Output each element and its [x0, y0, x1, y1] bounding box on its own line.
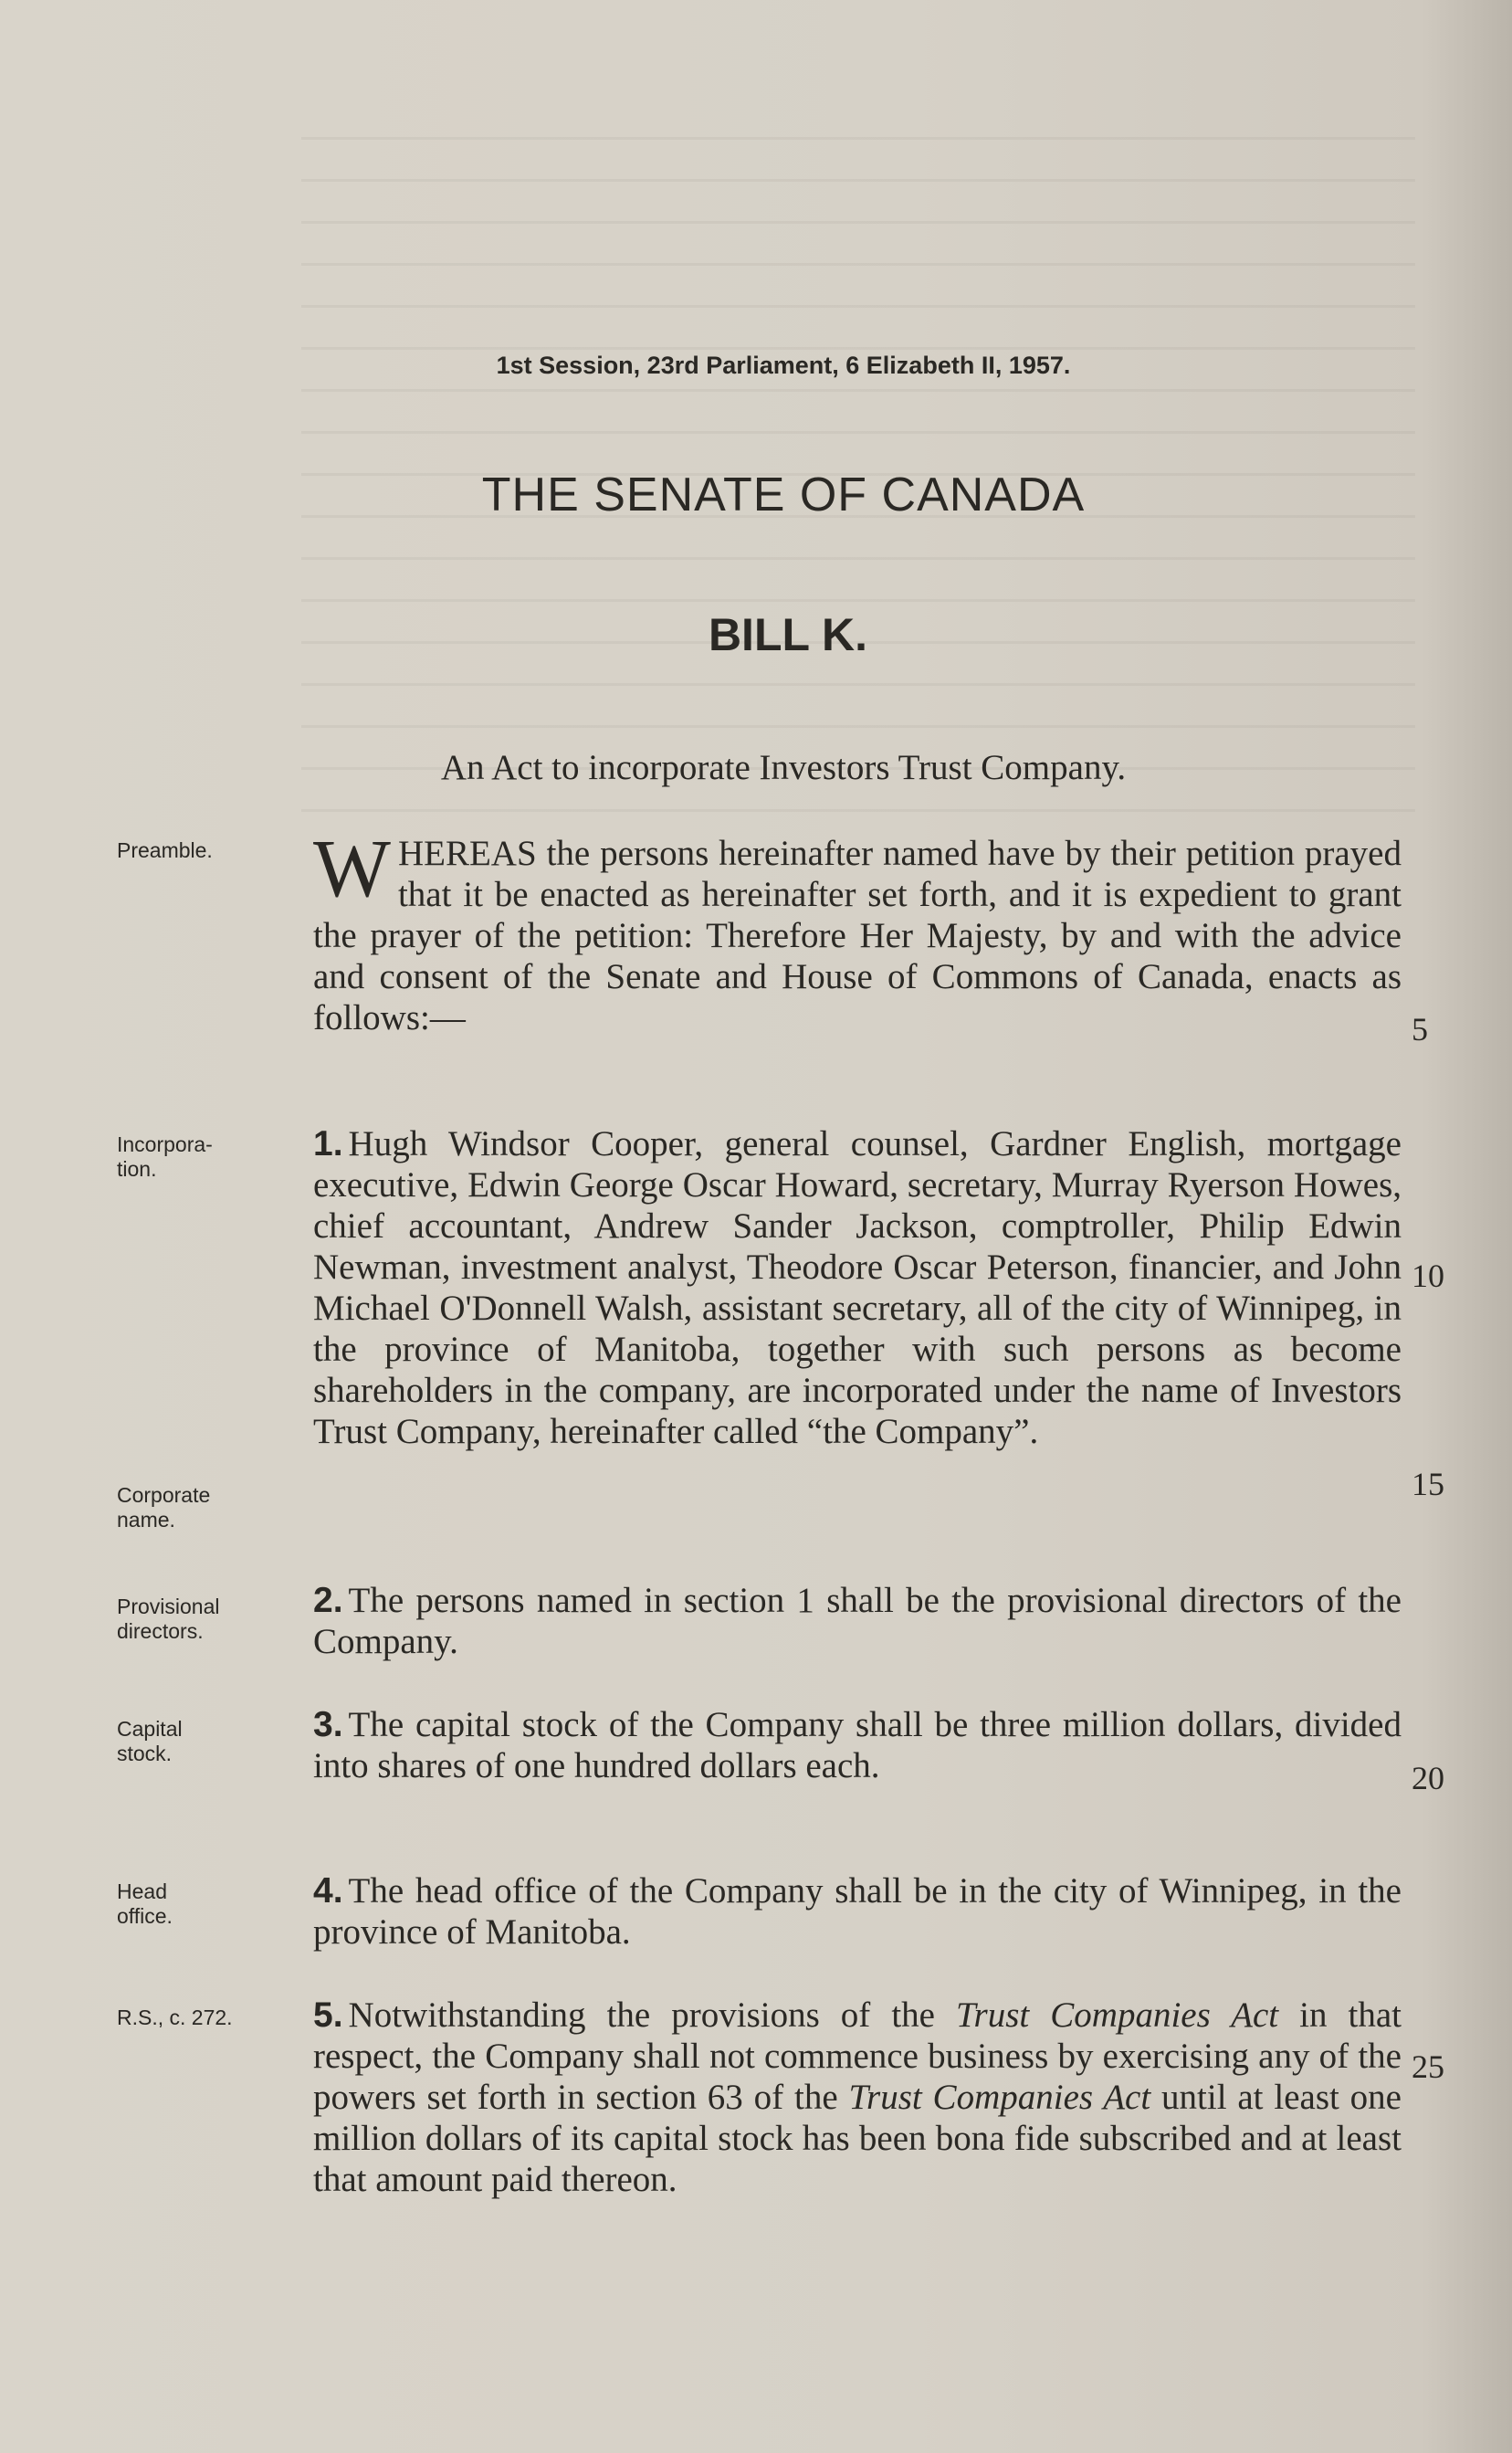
house-title: THE SENATE OF CANADA — [481, 468, 1086, 521]
section-text: The head office of the Company shall be in the city of Winnipeg, in the province of Manitoba. — [313, 1871, 1402, 1952]
bill-title: BILL K. — [708, 609, 868, 660]
preamble-text: HEREAS the persons hereinafter named have by their petition prayed that it be enacted as hereinafter set forth, and it is expedient to grant the prayer of the petition: Therefore Her Majesty, by and with the advice and consent of the Senate and House of Commons of Canada, enacts as follows:— — [313, 834, 1402, 1037]
margin-note-incorporation: Incorpora- tion. — [117, 1132, 213, 1181]
act-title: An Act to incorporate Investors Trust Company. — [440, 748, 1127, 787]
section-number: 2. — [313, 1581, 343, 1620]
act-name-italic: Trust Companies Act — [848, 2078, 1151, 2117]
section-3-paragraph — [313, 1704, 1402, 1786]
margin-note-preamble: Preamble. — [117, 838, 213, 862]
preamble-paragraph — [313, 824, 1402, 1038]
section-number: 4. — [313, 1871, 343, 1911]
line-number: 25 — [1412, 2048, 1444, 2085]
section-text: The capital stock of the Company shall be three million dollars, divided into shares of one hundred dollars each. — [313, 1705, 1402, 1785]
section-text: until at least one million dollars of its capital stock has been bona fide subscribed and at least that amount paid thereon. — [313, 2078, 1402, 2199]
section-number: 1. — [313, 1124, 343, 1163]
margin-note-rs-reference: R.S., c. 272. — [117, 2006, 233, 2029]
section-2-paragraph — [313, 1580, 1402, 1662]
margin-note-provisional-directors: Provisional directors. — [117, 1595, 220, 1643]
line-number: 15 — [1412, 1466, 1444, 1502]
session-line: 1st Session, 23rd Parliament, 6 Elizabeth II, 1957. — [496, 352, 1071, 379]
line-number: 10 — [1412, 1258, 1444, 1294]
section-number: 5. — [313, 1995, 343, 2035]
margin-note-capital-stock: Capital stock. — [117, 1717, 183, 1765]
drop-cap: W — [313, 824, 391, 914]
margin-note-corporate-name: Corporate name. — [117, 1483, 211, 1532]
line-number: 5 — [1412, 1011, 1428, 1048]
margin-note-head-office: Head office. — [117, 1879, 173, 1928]
section-1-paragraph — [313, 1123, 1402, 1452]
section-4-paragraph — [313, 1870, 1402, 1953]
section-5-paragraph — [313, 1995, 1402, 2200]
line-number: 20 — [1412, 1760, 1444, 1796]
act-name-italic: Trust Companies Act — [956, 1995, 1279, 2035]
section-text: Hugh Windsor Cooper, general counsel, Gardner English, mortgage executive, Edwin George Oscar Howard, secretary, Murray Ryerson Howes, chief accountant, Andrew Sander Jackson, comptroller, Philip Edwin Newman, investment analyst, Theodore Oscar Peterson, financier, and John Michael O'Donnell Walsh, assistant secretary, all of the city of Winnipeg, in the province of Manitoba, together with such persons as become shareholders in the company, are incorporated under the name of Investors Trust Company, hereinafter called “the Company”. — [313, 1124, 1402, 1451]
section-number: 3. — [313, 1705, 343, 1744]
section-text: The persons named in section 1 shall be the provisional directors of the Company. — [313, 1581, 1402, 1661]
section-text: Notwithstanding the provisions of the — [348, 1995, 957, 2035]
section-text: in that respect, the Company shall not commence business by exercising any of the powers set forth in section 63 of the — [313, 1995, 1402, 2117]
